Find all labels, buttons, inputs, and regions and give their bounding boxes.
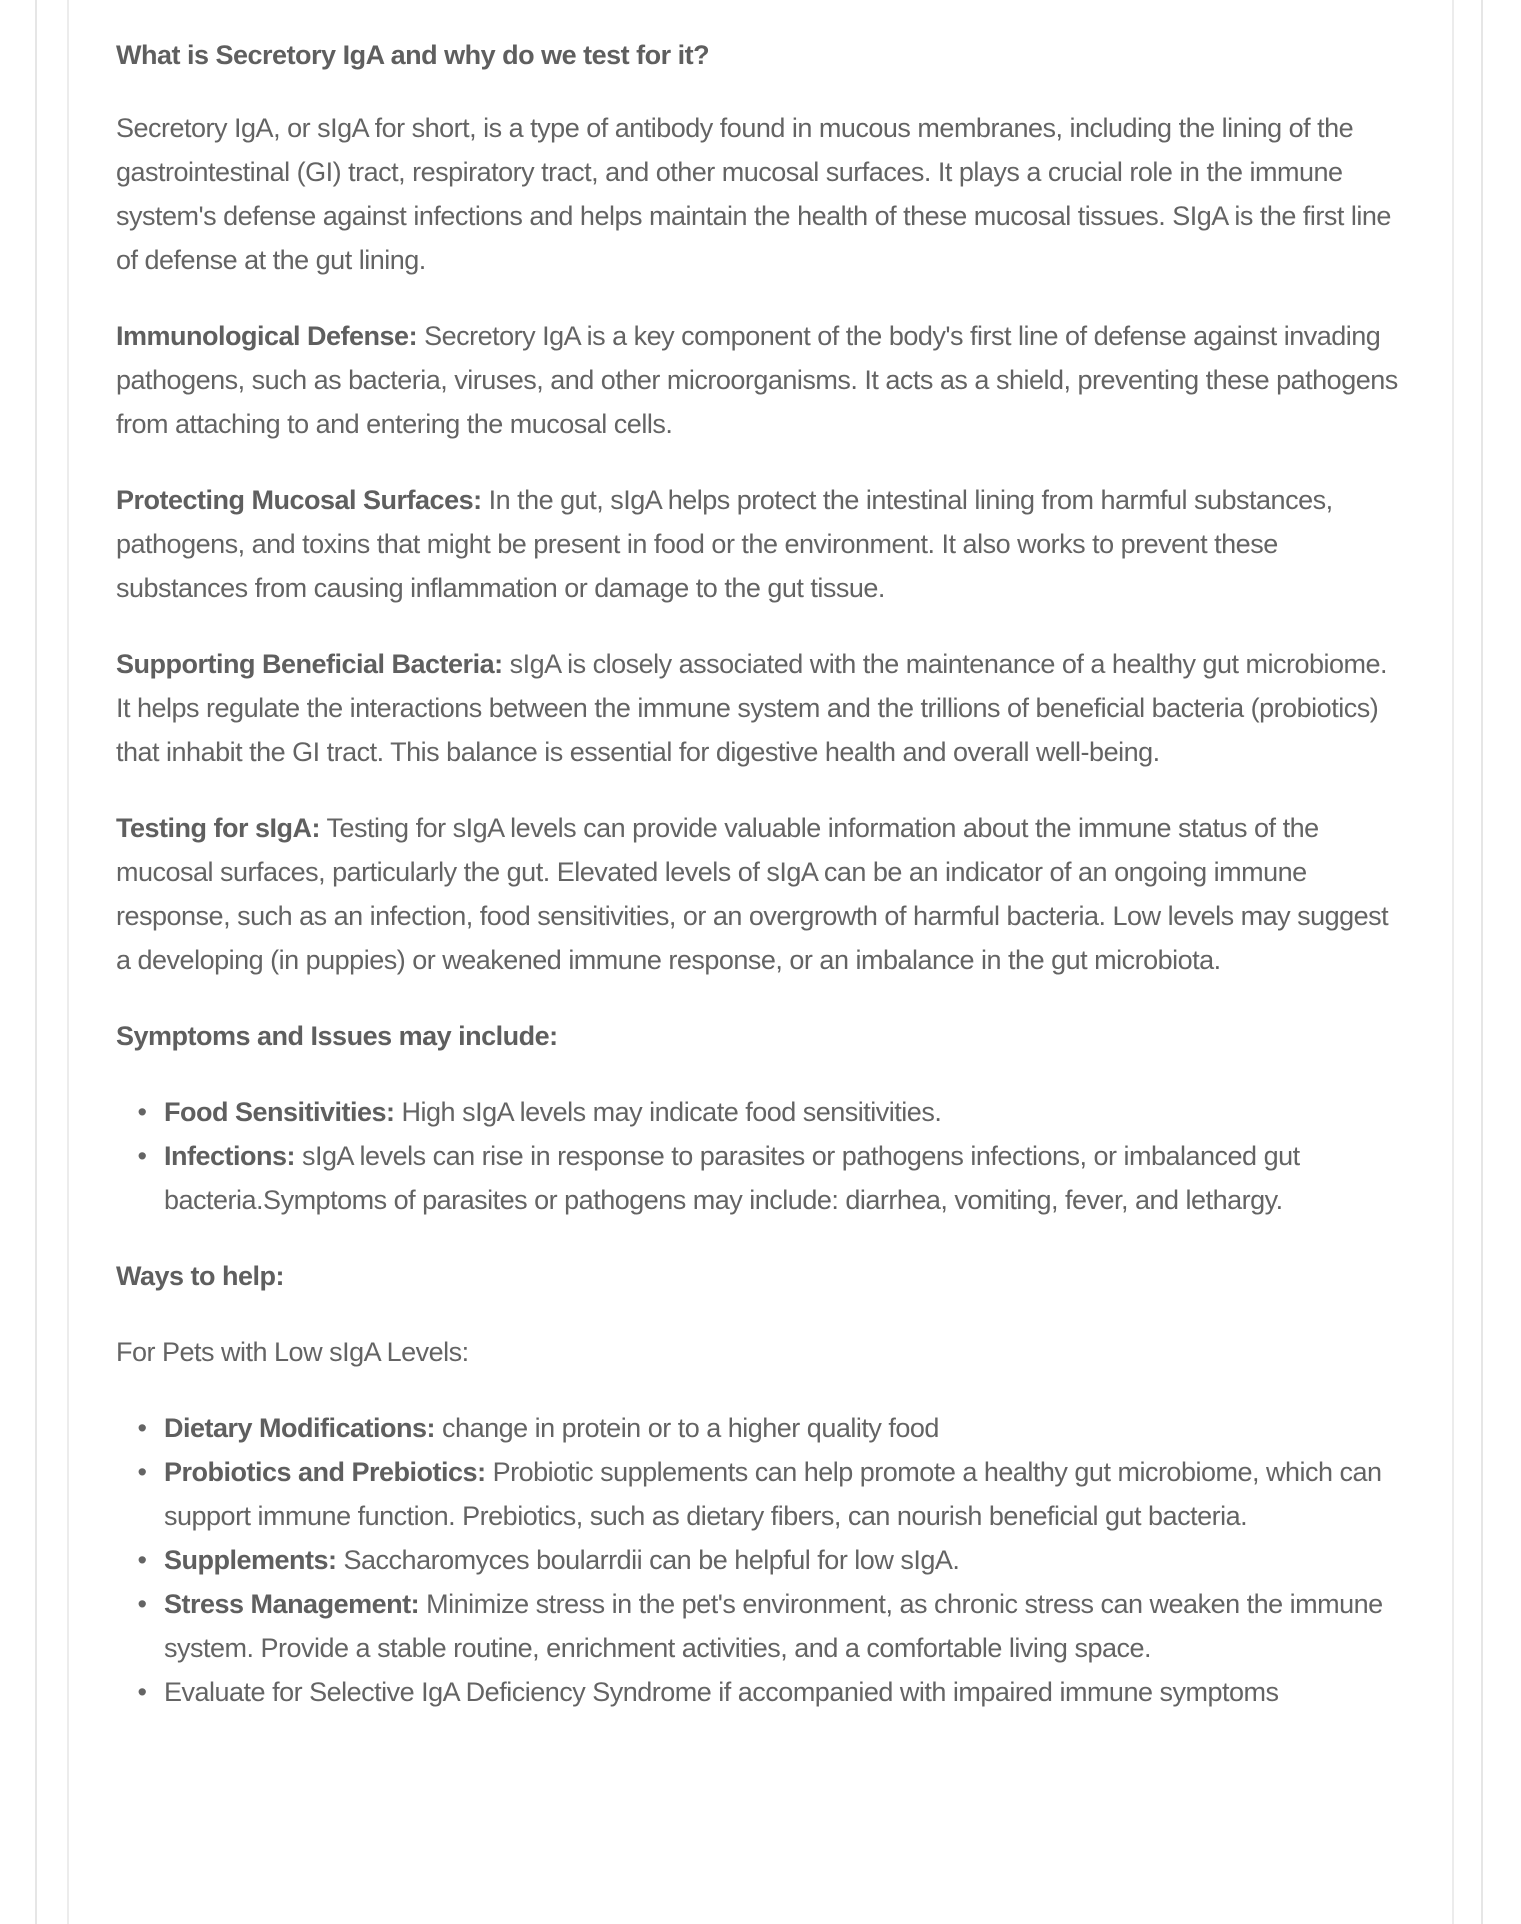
section-text: Testing for sIgA levels can provide valuable information about the immune status of the mucosal surfaces, particularly the gut. Elevated levels of sIgA can be an indicator of an ongoing immune response, such as an infection, food sensitivities, or an overgrowth of harmful bacteria. Low levels may suggest a developing (in puppies) or weakened immune response, or an imbalance in the gut microbiota. [116, 813, 1389, 975]
section-text: In the gut, sIgA helps protect the intestinal lining from harmful substances, pathogens, and toxins that might be present in food or the environment. It also works to prevent these substances from causing inflammation or damage to the gut tissue. [116, 485, 1333, 603]
bullet-icon: • [137, 1457, 147, 1487]
item-label: Dietary Modifications: [164, 1413, 436, 1443]
section-text: sIgA is closely associated with the maintenance of a healthy gut microbiome. It helps regulate the interactions between the immune system and the trillions of beneficial bacteria (probiotics) that inhabit the GI tract. This balance is essential for digestive health and overall well-being. [116, 649, 1388, 767]
item-label: Supplements: [164, 1545, 337, 1575]
item-label: Stress Management: [164, 1589, 420, 1619]
item-text: sIgA levels can rise in response to parasites or pathogens infections, or imbalanced gut bacteria.Symptoms of parasites or pathogens may include: diarrhea, vomiting, fever, and lethargy. [164, 1141, 1300, 1215]
bullet-icon: • [137, 1097, 147, 1127]
list-item [137, 1406, 1406, 1450]
item-text: Saccharomyces boularrdii can be helpful for low sIgA. [336, 1545, 960, 1575]
bullet-icon: • [137, 1413, 147, 1443]
list-item [137, 1670, 1406, 1714]
section-protecting-mucosal-surfaces [116, 478, 1406, 610]
list-item [137, 1134, 1406, 1222]
list-item [137, 1582, 1406, 1670]
section-label: Testing for sIgA: [116, 813, 320, 843]
intro-paragraph: Secretory IgA, or sIgA for short, is a type of antibody found in mucous membranes, including the lining of the gastrointestinal (GI) tract, respiratory tract, and other mucosal surfaces. It plays a crucial role in the immune system's defense against infections and helps maintain the health of these mucosal tissues. SIgA is the first line of defense at the gut lining. [116, 113, 1391, 275]
item-text: change in protein or to a higher quality food [435, 1413, 939, 1443]
section-label: Immunological Defense: [116, 321, 418, 351]
bullet-icon: • [137, 1677, 147, 1707]
bullet-icon: • [137, 1589, 147, 1619]
item-label: Probiotics and Prebiotics: [164, 1457, 486, 1487]
article-content [116, 36, 1406, 1746]
article-heading: What is Secretory IgA and why do we test for it? [116, 40, 710, 70]
list-item [137, 1090, 1406, 1134]
section-text: Secretory IgA is a key component of the body's first line of defense against invading pathogens, such as bacteria, viruses, and other microorganisms. It acts as a shield, preventing these pathogens from attaching to and entering the mucosal cells. [116, 321, 1398, 439]
section-label: Protecting Mucosal Surfaces: [116, 485, 482, 515]
item-text: High sIgA levels may indicate food sensitivities. [394, 1097, 942, 1127]
list-item [137, 1450, 1406, 1538]
section-label: Supporting Beneficial Bacteria: [116, 649, 503, 679]
item-label: Food Sensitivities: [164, 1097, 395, 1127]
section-immunological-defense [116, 314, 1406, 446]
symptoms-title: Symptoms and Issues may include: [116, 1021, 558, 1051]
symptoms-list [116, 1090, 1406, 1222]
ways-to-help-title: Ways to help: [116, 1261, 285, 1291]
bullet-icon: • [137, 1545, 147, 1575]
bullet-icon: • [137, 1141, 147, 1171]
item-text: Minimize stress in the pet's environment, as chronic stress can weaken the immune system. Provide a stable routine, enrichment activities, and a comfortable living space. [164, 1589, 1383, 1663]
item-text: Probiotic supplements can help promote a healthy gut microbiome, which can support immune function. Prebiotics, such as dietary fibers, can nourish beneficial gut bacteria. [164, 1457, 1382, 1531]
item-label: Infections: [164, 1141, 296, 1171]
section-supporting-beneficial-bacteria [116, 642, 1406, 774]
low-siga-subtitle: For Pets with Low sIgA Levels: [116, 1337, 469, 1367]
section-testing-for-siga [116, 806, 1406, 982]
list-item [137, 1538, 1406, 1582]
item-text: Evaluate for Selective IgA Deficiency Syndrome if accompanied with impaired immune symptoms [164, 1677, 1279, 1707]
help-list [116, 1406, 1406, 1714]
